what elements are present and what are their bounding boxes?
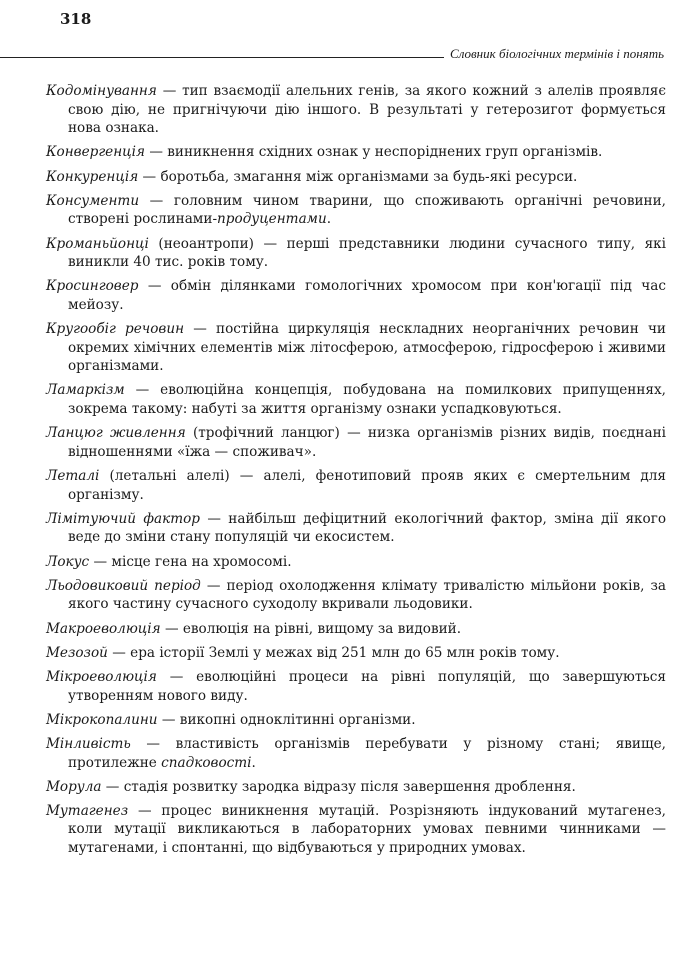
glossary-entry (46, 668, 666, 705)
entry-definition: — боротьба, змагання між організмами за будь-які ресурси. (138, 168, 578, 185)
entry-definition: — ера історії Землі у межах від 251 млн до 65 млн років тому. (107, 644, 560, 661)
entry-definition: — процес виникнення мутацій. Розрізняють індукований мутагенез, коли мутації викликаються в лабораторних умовах певними чинниками — мутагенами, і спонтанні, що відбуваються у природних умовах. (68, 802, 666, 857)
entry-term: Лімітуючий фактор (46, 510, 201, 527)
page-number: 318 (60, 10, 92, 28)
header-rule (0, 57, 444, 58)
entry-term: Мінливість (46, 735, 131, 752)
glossary-entry (46, 735, 666, 772)
entry-term: Кругообіг речовин (46, 321, 185, 338)
entry-definition: (летальні алелі) — алелі, фенотиповий прояв яких є смертельним для організму. (68, 468, 666, 503)
glossary-entry (46, 778, 666, 797)
glossary-entry (46, 168, 666, 187)
running-head-title: Словник біологічних термінів і понять (450, 46, 664, 61)
glossary-entry (46, 577, 666, 614)
entry-crossref-term: продуцентами (217, 211, 327, 228)
entry-term: Конвергенція (46, 144, 146, 161)
entry-term: Конкуренція (46, 168, 139, 185)
entry-term: Мікроеволюція (46, 668, 157, 685)
entry-term: Макроеволюція (46, 620, 161, 637)
entry-definition: — викопні одноклітинні організми. (157, 711, 416, 728)
glossary-entry (46, 644, 666, 663)
entry-definition: — найбільш дефіцитний екологічний фактор, зміна дії якого веде до зміни стану популяцій чи екосистем. (68, 510, 667, 546)
glossary-entry (46, 277, 666, 314)
glossary-entry (46, 320, 666, 376)
entry-term: Леталі (46, 468, 100, 485)
entry-definition: — місце гена на хромосомі. (89, 553, 292, 570)
entry-term: Морула (46, 778, 102, 795)
entry-definition: — постійна циркуляція нескладних неорганічних речовин чи окремих хімічних елементів між літосферою, атмосферою, гідросферою і живими організмами. (68, 321, 666, 375)
glossary-entry (46, 510, 666, 547)
entry-definition: — властивість організмів перебувати у різному стані; явище, протилежне (68, 735, 666, 771)
entry-definition: (неоантропи) — перші представники людини сучасного типу, які виникли 40 тис. років тому. (68, 235, 666, 271)
entry-definition-end: . (326, 211, 332, 228)
entry-term: Мезозой (46, 644, 108, 661)
entry-term: Мутагенез (46, 802, 129, 819)
glossary-entry (46, 620, 666, 639)
entry-definition: — еволюція на рівні, вищому за видовий. (160, 620, 462, 637)
entry-definition: — виникнення східних ознак у неспоріднених груп організмів. (145, 144, 603, 161)
glossary-entry (46, 553, 666, 572)
glossary-list (46, 82, 666, 863)
entry-definition: — еволюційна концепція, побудована на помилкових припущеннях, зокрема такому: набуті за життя організму ознаки успадковуються. (68, 382, 666, 418)
entry-definition: — період охолодження клімату тривалістю мільйони років, за якого частину сучасного суходолу вкривали льодовики. (68, 577, 666, 613)
glossary-entry (46, 82, 666, 138)
entry-definition: — головним чином тварини, що споживають органічні речовини, створені рослинами- (68, 192, 666, 228)
entry-definition: (трофічний ланцюг) — низка організмів різних видів, поєднані відношеннями «їжа — споживач». (68, 425, 666, 460)
entry-term: Локус (46, 553, 90, 570)
entry-definition: — тип взаємодії алельних генів, за якого кожний з алелів проявляє свою дію, не пригнічуючи дію іншого. В результаті у гетерозигот формується нова ознака. (68, 83, 666, 137)
entry-term: Льодовиковий період (46, 577, 201, 594)
entry-term: Консументи (46, 192, 140, 209)
entry-term: Ланцюг живлення (46, 425, 186, 442)
glossary-entry (46, 424, 666, 461)
glossary-entry (46, 192, 666, 229)
entry-term: Кроманьйонці (46, 235, 149, 252)
glossary-entry (46, 711, 666, 730)
glossary-entry (46, 467, 666, 504)
entry-definition: — обмін ділянками гомологічних хромосом при кон'югації під час мейозу. (68, 278, 666, 313)
entry-definition: — стадія розвитку зародка відразу після завершення дроблення. (101, 778, 576, 795)
entry-definition-end: . (251, 754, 256, 771)
glossary-entry (46, 235, 666, 272)
glossary-entry (46, 143, 666, 162)
entry-term: Кросинговер (46, 278, 139, 295)
entry-crossref-term: спадковості (161, 754, 252, 771)
entry-definition: — еволюційні процеси на рівні популяцій, що завершуються утворенням нового виду. (68, 668, 666, 704)
running-head (0, 46, 664, 62)
entry-term: Мікрокопалини (46, 711, 158, 728)
glossary-entry (46, 802, 666, 858)
entry-term: Ламаркізм (46, 382, 125, 399)
glossary-entry (46, 381, 666, 418)
entry-term: Кодомінування (46, 83, 157, 99)
